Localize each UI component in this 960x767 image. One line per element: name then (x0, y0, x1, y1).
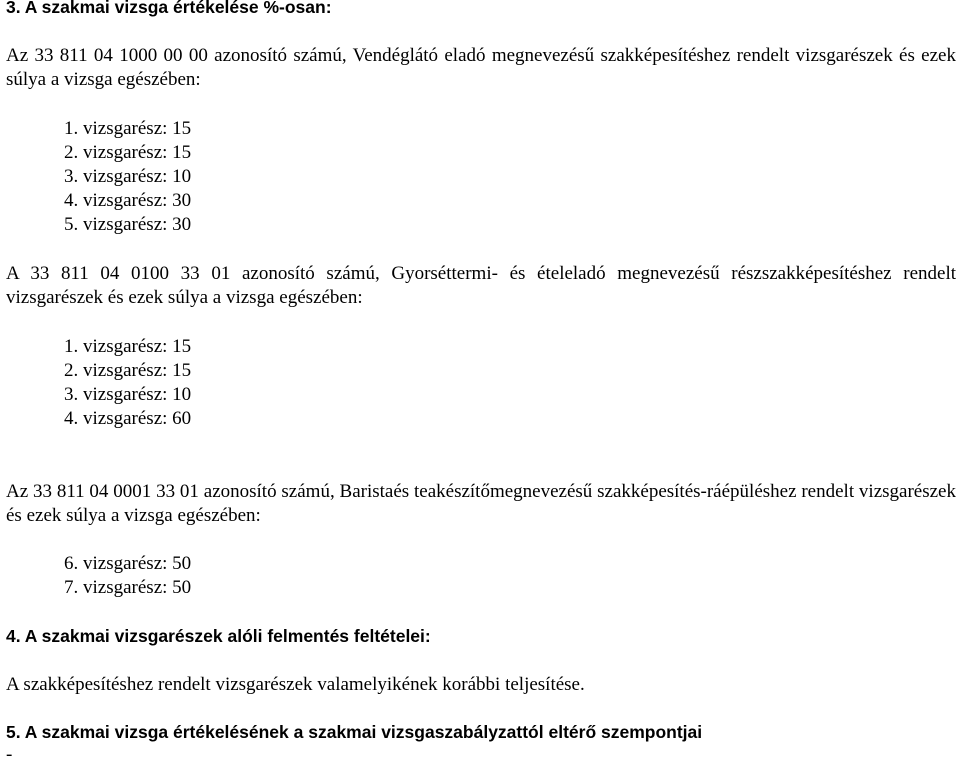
group-1-intro: Az 33 811 04 1000 00 00 azonosító számú, Vendéglátó eladó megnevezésű szakképesítéshez rendelt vizsgarészek és ezek súlya a vizsga egészében: (6, 45, 956, 90)
list-item: 4. vizsgarész: 30 (64, 190, 192, 211)
section-4-heading: 4. A szakmai vizsgarészek alóli felmentés feltételei: (6, 626, 431, 646)
group-2-intro: A 33 811 04 0100 33 01 azonosító számú, Gyorséttermi- és ételeladó megnevezésű részszakképesítéshez rendelt vizsgarészek és ezek súlya a vizsga egészében: (6, 263, 956, 308)
list-item: 3. vizsgarész: 10 (64, 166, 192, 187)
group-3-list (64, 552, 191, 600)
list-item: 1. vizsgarész: 15 (64, 118, 192, 139)
list-item: 2. vizsgarész: 15 (64, 142, 192, 163)
list-item: 5. vizsgarész: 30 (64, 214, 192, 235)
section-3-heading: 3. A szakmai vizsga értékelése %-osan: (6, 0, 332, 17)
list-item: 7. vizsgarész: 50 (64, 577, 192, 598)
section-5-text: - (6, 744, 13, 765)
list-item: 2. vizsgarész: 15 (64, 360, 192, 381)
section-4-text: A szakképesítéshez rendelt vizsgarészek valamelyikének korábbi teljesítése. (6, 674, 585, 695)
group-3-intro: Az 33 811 04 0001 33 01 azonosító számú, Baristaés teakészítőmegnevezésű szakképesítés-ráépüléshez rendelt vizsgarészek és ezek súlya a vizsga egészében: (6, 481, 956, 526)
section-5-heading: 5. A szakmai vizsga értékelésének a szakmai vizsgaszabályzattól eltérő szempontjai (6, 722, 703, 742)
group-1-list (64, 117, 191, 237)
list-item: 1. vizsgarész: 15 (64, 336, 192, 357)
list-item: 3. vizsgarész: 10 (64, 384, 192, 405)
list-item: 4. vizsgarész: 60 (64, 408, 192, 429)
group-2-list (64, 335, 191, 431)
list-item: 6. vizsgarész: 50 (64, 553, 192, 574)
